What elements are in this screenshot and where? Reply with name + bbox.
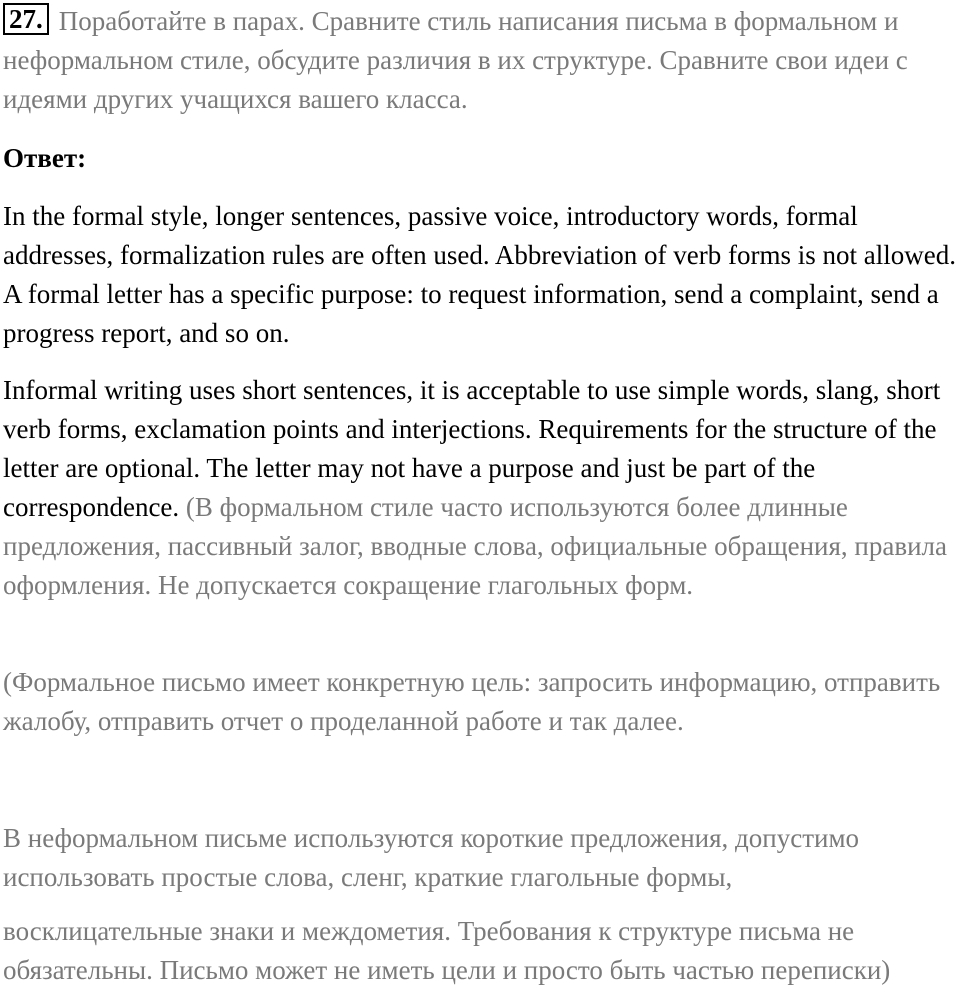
document-page (3, 2, 958, 985)
answer-label: Ответ: (3, 143, 87, 173)
task-text: Поработайте в парах. Сравните стиль написания письма в формальном и неформальном стиле, обсудите различия в их структуре. Сравните свои идеи с идеями других учащихся вашего класса. (3, 6, 908, 114)
answer-paragraph-formal: In the formal style, longer sentences, passive voice, introductory words, formal addresses, formalization rules are often used. Abbreviation of verb forms is not allowed. A formal letter has a specific purpose: to request information, send a complaint, send a progress report, and so on. (3, 201, 956, 348)
answer-paragraph-informal (3, 371, 958, 605)
informal-english-text: Informal writing uses short sentences, it is acceptable to use simple words, slang, short verb forms, exclamation points and interjections. Requirements for the structure of the letter are optional. The letter may not have a purpose and just be part of the correspondence. (3, 375, 941, 522)
task-number: 27. (3, 3, 49, 35)
task-statement (3, 2, 958, 119)
informal-russian-text-part2: восклицательные знаки и междометия. Требования к структуре письма не обязательны. Письмо может не иметь цели и просто быть частью переписки) (3, 916, 891, 985)
informal-russian-text-part1: В неформальном письме используются короткие предложения, допустимо использовать простые слова, сленг, краткие глагольные формы, (3, 823, 860, 892)
formal-russian-text: (В формальном стиле часто используются более длинные предложения, пассивный залог, вводные слова, официальные обращения, правила оформления. Не допускается сокращение глагольных форм. (3, 492, 947, 600)
formal-letter-purpose-russian: (Формальное письмо имеет конкретную цель: запросить информацию, отправить жалобу, отправить отчет о проделанной работе и так далее. (3, 667, 941, 736)
